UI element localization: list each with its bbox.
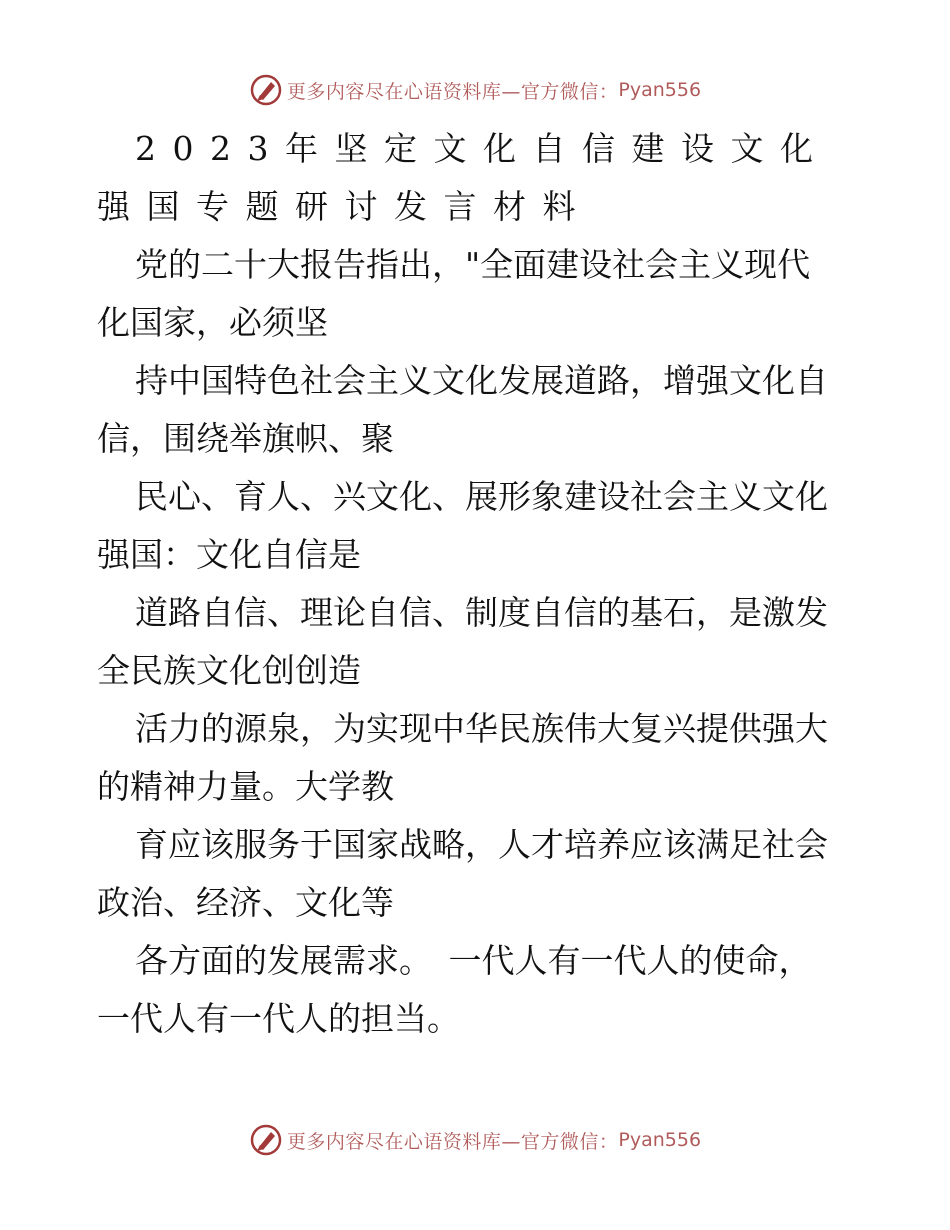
pen-nib-logo-icon (249, 73, 283, 107)
pen-nib-logo-icon (249, 1123, 283, 1157)
watermark-wechat-id: Pyan556 (618, 79, 702, 101)
paragraph-line: 化国家，必须坚 (97, 303, 328, 342)
paragraph-line: 的精神力量。大学教 (97, 767, 394, 806)
document-title-line-2: 强国专题研讨发言材料 (97, 187, 592, 226)
watermark-wechat-id: Pyan556 (618, 1129, 702, 1151)
paragraph-line: 一代人有一代人的担当。 (97, 999, 460, 1038)
paragraph-line: 民心、育人、兴文化、展形象建设社会主义文化 (135, 477, 828, 516)
watermark-text: 更多内容尽在心语资料库—官方微信： (286, 1130, 619, 1153)
paragraph-line: 活力的源泉，为实现中华民族伟大复兴提供强大 (135, 709, 828, 748)
paragraph-line: 育应该服务于国家战略，人才培养应该满足社会 (135, 825, 828, 864)
paragraph-line: 强国：文化自信是 (97, 535, 361, 574)
paragraph-line: 党的二十大报告指出，"全面建设社会主义现代 (135, 245, 811, 284)
document-body (97, 120, 857, 1048)
watermark-text: 更多内容尽在心语资料库—官方微信： (286, 80, 619, 103)
paragraph-line: 道路自信、理论自信、制度自信的基石，是激发 (135, 593, 828, 632)
header-watermark (0, 70, 950, 110)
paragraph-line: 各方面的发展需求。 一代人有一代人的使命， (135, 941, 812, 980)
paragraph-line: 政治、经济、文化等 (97, 883, 394, 922)
footer-watermark (0, 1120, 950, 1160)
paragraph-line: 全民族文化创创造 (97, 651, 361, 690)
document-paragraph (97, 236, 857, 1048)
paragraph-line: 信，围绕举旗帜、聚 (97, 419, 394, 458)
document-title-line-1: 2023年坚定文化自信建设文化 (135, 129, 830, 168)
paragraph-line: 持中国特色社会主义文化发展道路，增强文化自 (135, 361, 828, 400)
